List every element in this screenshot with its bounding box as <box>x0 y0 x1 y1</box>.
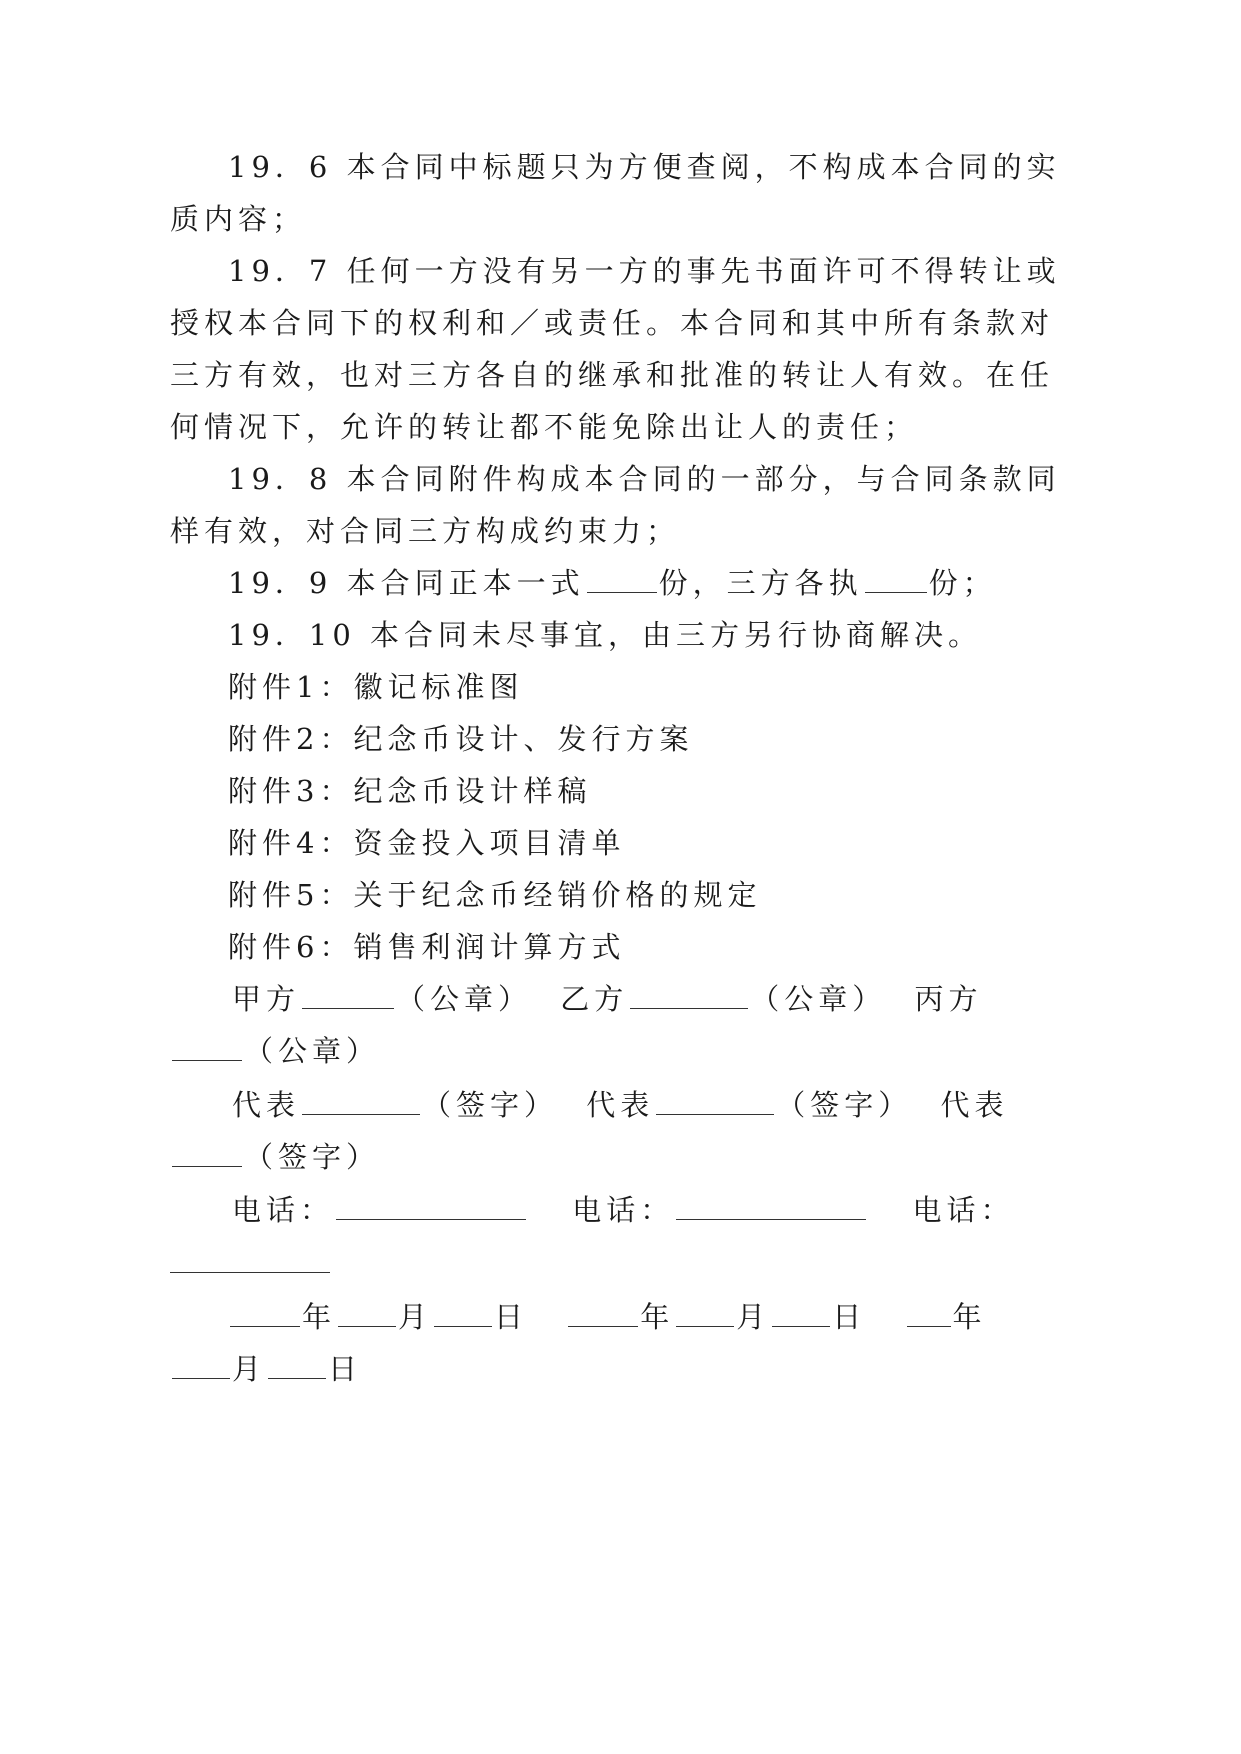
date-c-month-blank <box>172 1354 230 1379</box>
clause-19-9-text-3: 份； <box>928 566 997 600</box>
rep-c-sign-row <box>170 1137 1241 1177</box>
date-c-year: 年 <box>952 1300 987 1334</box>
attachment-4: 附件4：资金投入项目清单 <box>228 826 626 860</box>
clause-19-9 <box>228 563 1241 603</box>
clause-19-7-line-3: 三方有效，也对三方各自的继承和批准的转让人有效。在任 <box>170 358 1055 392</box>
attachment-5: 附件5：关于纪念币经销价格的规定 <box>228 878 762 912</box>
date-b-year-blank <box>568 1302 638 1327</box>
attachment-2: 附件2：纪念币设计、发行方案 <box>228 722 694 756</box>
phone-b-blank <box>676 1195 866 1220</box>
date-b-day-blank <box>772 1302 830 1327</box>
date-b-month-blank <box>676 1302 734 1327</box>
party-b-label: 乙方 <box>560 982 629 1016</box>
clause-19-7-line-4: 何情况下，允许的转让都不能免除出让人的责任； <box>170 410 919 444</box>
party-c-seal-row <box>170 1031 1241 1071</box>
rep-a-label: 代表 <box>232 1088 301 1122</box>
clause-19-10: 19．10 本合同未尽事宜，由三方另行协商解决。 <box>228 618 983 652</box>
rep-c-sign: （签字） <box>244 1140 381 1174</box>
clause-19-6-line-2: 质内容； <box>170 202 307 236</box>
rep-b-blank <box>656 1090 774 1115</box>
rep-c-blank <box>172 1142 242 1167</box>
date-b-year: 年 <box>640 1300 675 1334</box>
attachment-1: 附件1：徽记标准图 <box>228 670 524 704</box>
date-c-year-blank <box>907 1302 951 1327</box>
clause-19-6-line-1: 19．6 本合同中标题只为方便查阅，不构成本合同的实 <box>228 150 1061 184</box>
phone-a-label: 电话： <box>232 1193 335 1227</box>
date-a-month-blank <box>338 1302 396 1327</box>
date-b-day: 日 <box>832 1300 867 1334</box>
clause-19-7-line-2: 授权本合同下的权利和／或责任。本合同和其中所有条款对 <box>170 306 1055 340</box>
party-seal-row <box>232 979 1241 1019</box>
party-a-label: 甲方 <box>232 982 301 1016</box>
phone-b-label: 电话： <box>572 1193 675 1227</box>
copies-blank <box>587 568 657 593</box>
date-c-day: 日 <box>328 1352 363 1386</box>
phone-a-blank <box>336 1195 526 1220</box>
attachment-3: 附件3：纪念币设计样稿 <box>228 774 592 808</box>
clause-19-9-text-1: 19．9 本合同正本一式 <box>228 566 585 600</box>
party-c-blank <box>172 1036 242 1061</box>
phone-c-label: 电话： <box>912 1193 1015 1227</box>
date-a-year-blank <box>230 1302 300 1327</box>
clause-19-7-line-1: 19．7 任何一方没有另一方的事先书面许可不得转让或 <box>228 254 1061 288</box>
rep-b-sign: （签字） <box>776 1088 913 1122</box>
copies-each-blank <box>865 568 927 593</box>
date-a-year: 年 <box>302 1300 337 1334</box>
clause-19-8-line-1: 19．8 本合同附件构成本合同的一部分，与合同条款同 <box>228 462 1061 496</box>
party-c-seal: （公章） <box>244 1034 381 1068</box>
clause-19-8-line-2: 样有效，对合同三方构成约束力； <box>170 514 681 548</box>
date-c-day-blank <box>268 1354 326 1379</box>
party-b-blank <box>630 984 748 1009</box>
party-a-blank <box>302 984 394 1009</box>
phone-c-blank <box>170 1272 330 1273</box>
attachment-6: 附件6：销售利润计算方式 <box>228 930 626 964</box>
phone-row <box>232 1190 1241 1230</box>
date-a-day: 日 <box>494 1300 529 1334</box>
rep-a-sign: （签字） <box>422 1088 559 1122</box>
clause-19-9-text-2: 份，三方各执 <box>658 566 863 600</box>
party-a-seal: （公章） <box>396 982 533 1016</box>
party-c-label: 丙方 <box>914 982 983 1016</box>
date-row <box>228 1297 1241 1337</box>
rep-b-label: 代表 <box>586 1088 655 1122</box>
date-b-month: 月 <box>736 1300 771 1334</box>
representative-row <box>232 1085 1241 1125</box>
date-c-month: 月 <box>232 1352 267 1386</box>
date-a-month: 月 <box>398 1300 433 1334</box>
rep-c-label: 代表 <box>940 1088 1009 1122</box>
date-c-row <box>170 1349 1241 1389</box>
party-b-seal: （公章） <box>750 982 887 1016</box>
rep-a-blank <box>302 1090 420 1115</box>
date-a-day-blank <box>434 1302 492 1327</box>
